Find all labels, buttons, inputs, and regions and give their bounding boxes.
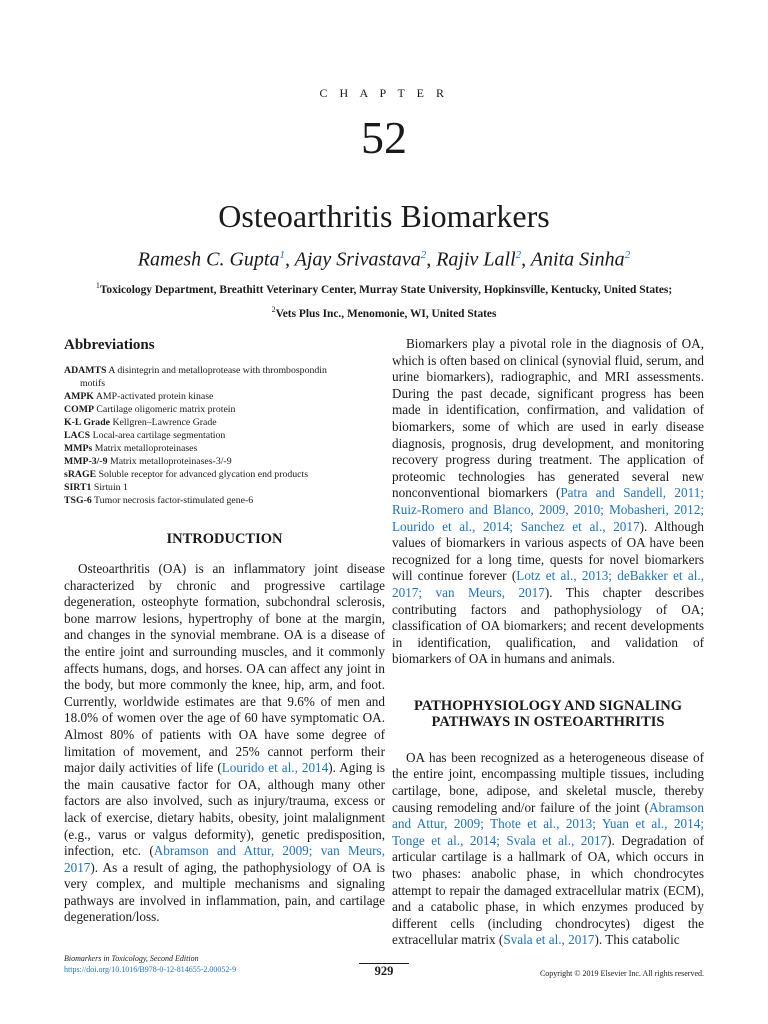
abbreviation-definition: Tumor necrosis factor-stimulated gene-6 [94,495,254,506]
abbreviation-definition: A disintegrin and metalloprotease with thrombospondin [108,365,327,376]
left-column [64,336,385,926]
author-name[interactable]: Rajiv Lall [436,248,516,271]
paragraph-text: ). Degradation of articular cartilage is a hallmark of OA, which occurs in two phases: anabolic phase, in which chondrocytes attempt to repair the damaged extracellular matrix (ECM), and a catabolic phase, in which enzymes produced by different cells (including chondrocytes) digest the extracellular matrix ( [392,832,704,948]
introduction-heading: INTRODUCTION [166,531,283,547]
page-title: Osteoarthritis Biomarkers [218,198,550,234]
abbreviation-term: K-L Grade [64,417,110,428]
abbreviation-definition: Matrix metalloproteinases [94,443,198,454]
abbreviation-term: ADAMTS [64,365,107,376]
abbreviation-definition: Matrix metalloproteinases-3/-9 [109,456,232,467]
book-title: Biomarkers in Toxicology, Second Edition [64,954,199,963]
abbreviation-term: MMPs [64,443,93,454]
affiliation-marker: 2 [271,304,276,314]
pathophysiology-paragraph [392,750,704,949]
affiliation-2 [0,300,768,324]
chapter-number: 52 [361,112,407,163]
author-affiliation-ref[interactable]: 2 [420,249,427,261]
abbreviation-definition: Soluble receptor for advanced glycation end products [98,469,309,480]
paragraph-text: ). As a result of aging, the pathophysiology of OA is very complex, and multiple mechanisms and signaling pathways are involved in inflammation, pain, and cartilage degeneration/loss. [64,859,385,925]
right-column [392,336,704,949]
abbreviation-item [64,494,385,507]
abbreviation-item [64,481,385,494]
copyright-notice: Copyright © 2019 Elsevier Inc. All rights reserved. [539,969,704,978]
paragraph-text: OA has been recognized as a heterogeneous disease of the entire joint, encompassing multiple tissues, including cartilage, bone, adipose, and skeletal muscle, thereby causing remodeling and/or failure of the joint ( [392,749,704,815]
author-name[interactable]: Ramesh C. Gupta [137,248,280,271]
abbreviation-term: MMP-3/-9 [64,456,108,467]
author-name[interactable]: Anita Sinha [530,248,625,271]
citation-link[interactable]: Lotz et al., 2013; deBakker et al., 2017; van Meurs, 2017 [392,568,704,600]
abbreviation-item [64,390,385,403]
abbreviation-term: LACS [64,430,91,441]
citation-link[interactable]: Patra and Sandell, 2011; Ruiz-Romero and Blanco, 2009, 2010; Mobasheri, 2012; Lourido et al., 2014; Sanchez et al., 2017 [392,485,704,534]
abbreviation-continuation: motifs [80,378,106,389]
affiliations [0,276,768,324]
introduction-paragraph [64,561,385,926]
author-affiliation-ref[interactable]: 2 [515,249,522,261]
paragraph-text: Biomarkers play a pivotal role in the diagnosis of OA, which is often based on clinical (synovial fluid, serum, and urine biomarkers), radiographic, and MRI assessments. During the past decade, significant progress has been made in identification, confirmation, and validation of biomarkers, some of which are used in early disease diagnosis, prognosis, drug development, and monitoring recovery progress during treatment. The application of proteomic technologies has generated several new nonconventional biomarkers ( [392,336,704,501]
abbreviation-definition: Cartilage oligomeric matrix protein [96,404,236,415]
footer-source [64,953,236,975]
author-name[interactable]: Ajay Srivastava [294,248,421,271]
affiliation-marker: 1 [95,281,100,290]
pathophysiology-heading [392,698,704,730]
abbreviation-item [64,468,385,481]
heading-line: PATHWAYS IN OSTEOARTHRITIS [431,713,665,730]
abbreviation-term: TSG-6 [64,495,92,506]
abbreviation-item [64,416,385,429]
abbreviation-term: COMP [64,404,94,415]
paragraph-text: Osteoarthritis (OA) is an inflammatory joint disease characterized by chronic and progressive cartilage degeneration, osteophyte formation, subchondral sclerosis, bone marrow lesions, hypertrophy of bone at the margin, and changes in the synovial membrane. OA is a disease of the entire joint and surrounding muscles, and it commonly affects humans, dogs, and horses. OA can affect any joint in the body, but more commonly the knee, hip, arm, and foot. Currently, worldwide estimates are that 9.6% of men and 18.0% of women over the age of 60 have symptomatic OA. Almost 80% of patients with OA have some degree of limitation of movement, and 25% cannot perform their major daily activities of life ( [64,561,385,776]
abbreviation-term: AMPK [64,391,94,402]
biomarkers-paragraph [392,336,704,668]
citation-link[interactable]: Lourido et al., 2014 [221,760,329,776]
abbreviation-item [64,455,385,468]
paragraph-text: ). Aging is the main causative factor for OA, although many other factors are also involved, such as injury/trauma, excess or lack of exercise, dietary habits, obesity, joint malalignment (e.g., varus or valgus deformity), genetic predisposition, infection, etc. ( [64,760,385,859]
abbreviation-item [64,364,385,377]
heading-line: PATHOPHYSIOLOGY AND SIGNALING [413,697,683,714]
chapter-label: C H A P T E R [319,86,449,100]
author-affiliation-ref[interactable]: 1 [279,249,285,261]
abbreviation-definition: Sirtuin 1 [93,482,128,493]
paragraph-text: ). This catabolic [594,932,680,948]
abbreviations-heading: Abbreviations [64,337,155,353]
affiliation-1 [0,276,768,300]
citation-link[interactable]: Abramson and Attur, 2009; Thote et al., 2013; Yuan et al., 2014; Tonge et al., 2014; Svala et al., 2017 [392,799,704,848]
affiliation-text: Toxicology Department, Breathitt Veterinary Center, Murray State University, Hopkinsville, Kentucky, United States; [99,283,673,296]
abbreviation-definition: Kellgren–Lawrence Grade [112,417,217,428]
abbreviation-item [64,442,385,455]
page-number: 929 [374,964,394,978]
affiliation-text: Vets Plus Inc., Menomonie, WI, United States [275,307,497,320]
abbreviation-term: SIRT1 [64,482,92,493]
citation-link[interactable]: Svala et al., 2017 [503,932,595,948]
paragraph-text: ). Although values of biomarkers in various aspects of OA have been recognized for a long time, quests for novel biomarkers will continue forever ( [392,518,704,584]
abbreviation-definition: Local-area cartilage segmentation [92,430,226,441]
paragraph-text: ). This chapter describes contributing factors and pathophysiology of OA; classification of OA biomarkers; and recent developments in identification, qualification, and validation of biomarkers of OA in humans and animals. [392,584,704,667]
doi-link[interactable]: https://doi.org/10.1016/B978-0-12-814655-2.00052-9 [64,965,237,974]
abbreviation-item [64,429,385,442]
author-list: Ramesh C. Gupta$^1$, Ajay Srivastava$^2$, Rajiv Lall$^2$, Anita Sinha$^2$ [137,248,631,271]
abbreviations-list [64,364,385,507]
abbreviation-definition: AMP-activated protein kinase [95,391,214,402]
author-affiliation-ref[interactable]: 2 [624,249,631,261]
abbreviation-term: sRAGE [64,469,97,480]
citation-link[interactable]: Abramson and Attur, 2009; van Meurs, 2017 [64,843,385,875]
abbreviation-item [64,403,385,416]
